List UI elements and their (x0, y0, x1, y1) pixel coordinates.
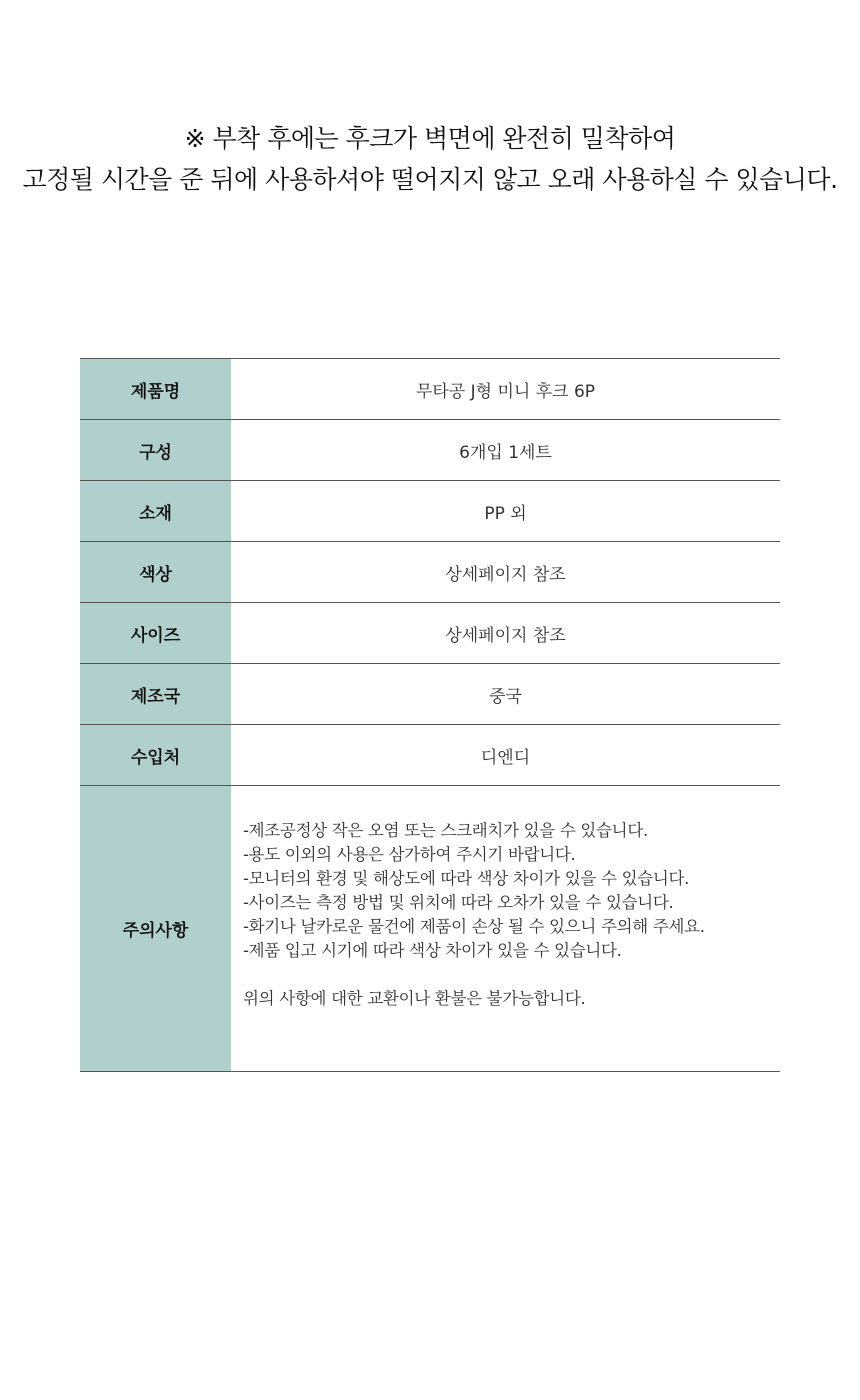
spec-value: 6개입 1세트 (459, 442, 552, 463)
spec-label: 구성 (80, 420, 231, 481)
spec-value: 디엔디 (480, 747, 531, 768)
spec-row-size (80, 603, 780, 664)
spec-label: 주의사항 (80, 786, 231, 1072)
spec-value: PP 외 (484, 503, 527, 524)
caution-item: -화기나 날카로운 물건에 제품이 손상 될 수 있으니 주의해 주세요. (243, 917, 705, 936)
caution-spacer (243, 963, 780, 987)
spec-row-material (80, 481, 780, 542)
notice-line-2: 고정될 시간을 준 뒤에 사용하셔야 떨어지지 않고 오래 사용하실 수 있습니다. (22, 165, 838, 194)
spec-label: 사이즈 (80, 603, 231, 664)
caution-text (231, 786, 780, 1072)
spec-label: 색상 (80, 542, 231, 603)
caution-item: -제품 입고 시기에 따라 색상 차이가 있을 수 있습니다. (243, 941, 622, 960)
notice-line-1: ※ 부착 후에는 후크가 벽면에 완전히 밀착하여 (184, 124, 676, 153)
spec-row-composition (80, 420, 780, 481)
product-spec-table (80, 358, 780, 1072)
caution-item: -모니터의 환경 및 해상도에 따라 색상 차이가 있을 수 있습니다. (243, 869, 690, 888)
spec-row-color (80, 542, 780, 603)
spec-row-caution (80, 786, 780, 1072)
spec-value: 상세페이지 참조 (445, 625, 566, 646)
caution-footer: 위의 사항에 대한 교환이나 환불은 불가능합니다. (243, 989, 586, 1008)
caution-item: -제조공정상 작은 오염 또는 스크래치가 있을 수 있습니다. (243, 821, 648, 840)
spec-value: 중국 (489, 686, 522, 707)
spec-label: 소재 (80, 481, 231, 542)
spec-label: 제조국 (80, 664, 231, 725)
spec-row-product-name (80, 359, 780, 420)
spec-label: 수입처 (80, 725, 231, 786)
spec-value: 무타공 J형 미니 후크 6P (415, 381, 596, 402)
spec-row-importer (80, 725, 780, 786)
attachment-notice (0, 118, 860, 200)
caution-item: -용도 이외의 사용은 삼가하여 주시기 바랍니다. (243, 845, 576, 864)
caution-item: -사이즈는 측정 방법 및 위치에 따라 오차가 있을 수 있습니다. (243, 893, 674, 912)
spec-label: 제품명 (80, 359, 231, 420)
spec-value: 상세페이지 참조 (445, 564, 566, 585)
spec-row-origin (80, 664, 780, 725)
